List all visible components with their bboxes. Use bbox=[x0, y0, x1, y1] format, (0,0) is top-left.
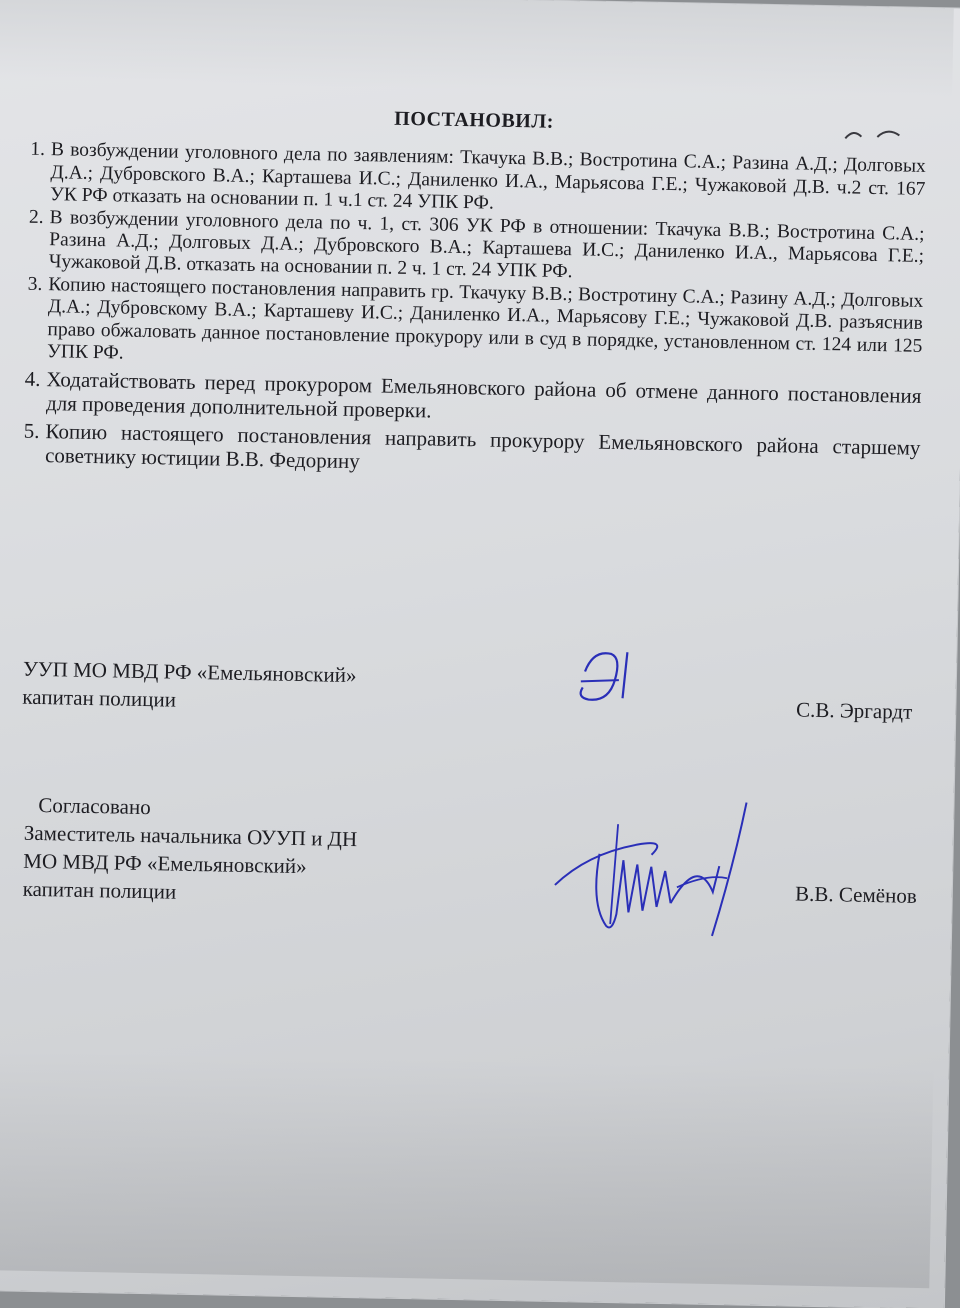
item-number: 4. bbox=[24, 367, 41, 392]
approval-block bbox=[22, 791, 924, 920]
signoff-rank: капитан полиции bbox=[22, 684, 177, 712]
officer-signoff bbox=[22, 655, 913, 728]
item-text: Копию настоящего постановления направить гр. Ткачуку В.В.; Востротину С.А.; Разину А.Д.; Долговых Д.А.; Дубровскому В.А.; Карташеву И.С.; Даниленко И.А., Марьясову Г.Е.; Чужаковой Д.В. разъяснив право обжаловать данное постановление прокурору или в суд в порядке, установленном ст. 124 или 125 УПК РФ. bbox=[46, 273, 924, 364]
item-number: 1. bbox=[30, 139, 46, 161]
item-number: 3. bbox=[27, 273, 43, 295]
approval-title: Согласовано bbox=[38, 793, 151, 820]
list-item bbox=[17, 273, 924, 380]
item-text: В возбуждении уголовного дела по заявлениям: Ткачука В.В.; Востротина С.А.; Разина А.Д.; Долговых Д.А.; Дубровского В.А.; Карташева И.С.; Даниленко И.А., Марьясова Г.Е.; Чужаковой Д.В. ч.2 ст. 167 УК РФ отказать на основании п. 1 ч.1 ст. 24 УПК РФ. bbox=[49, 139, 926, 214]
resolution-list bbox=[15, 139, 926, 484]
photo-shadow bbox=[0, 1050, 933, 1288]
approval-unit: МО МВД РФ «Емельяновский» bbox=[23, 848, 307, 879]
approval-name: В.В. Семёнов bbox=[794, 881, 918, 908]
approval-rank: капитан полиции bbox=[22, 876, 177, 904]
item-text: Ходатайствовать перед прокурором Емельяновского района об отмене данного постановления для проведения дополнительной проверки. bbox=[45, 367, 922, 423]
document-body bbox=[15, 101, 927, 485]
item-number: 2. bbox=[28, 206, 44, 228]
heading: ПОСТАНОВИЛ: bbox=[394, 107, 555, 133]
signature-icon bbox=[546, 793, 759, 947]
signature-icon bbox=[570, 643, 651, 715]
item-number: 5. bbox=[23, 419, 40, 444]
paper-top-edge bbox=[0, 0, 954, 98]
signoff-name: С.В. Эргардт bbox=[795, 697, 913, 724]
item-text: В возбуждении уголовного дела по ч. 1, ст. 306 УК РФ в отношении: Ткачука В.В.; Востротина С.А.; Разина А.Д.; Долговых Д.А.; Дубровского В.А.; Карташева И.С.; Даниленко И.А., Марьясова Г.Е.; Чужаковой Д.В. отказать на основании п. 2 ч. 1 ст. 24 УПК РФ. bbox=[48, 206, 925, 283]
item-text: Копию настоящего постановления направить прокурору Емельяновского района старшему советнику юстиции В.В. Федорину bbox=[44, 419, 921, 474]
approval-position: Заместитель начальника ОУУП и ДН bbox=[23, 820, 358, 852]
signoff-unit: УУП МО МВД РФ «Емельяновский» bbox=[22, 656, 357, 688]
